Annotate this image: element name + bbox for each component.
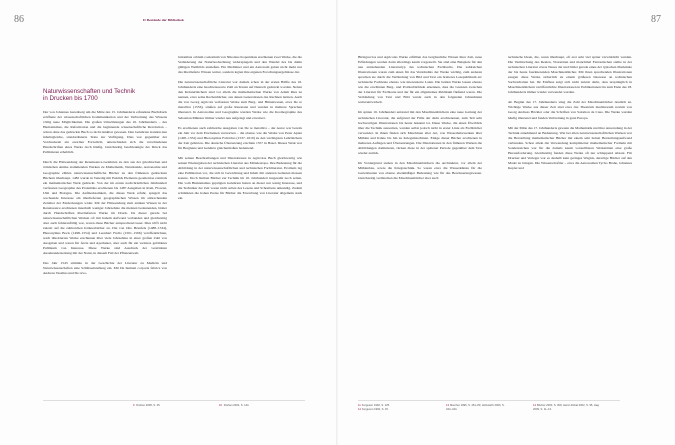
paragraph: Das Jahr 1543 stimmte in der Geschichte der Literatur zu Medizin und Naturwissenschaften eine Schlüsselstellung ein. Mit De humani corporis fabrica von Andreas Vesalius und De revo-	[43, 261, 167, 276]
running-head: II Bestände der Bibliothek	[143, 18, 184, 22]
text-column-2	[508, 55, 632, 176]
text-column-1	[358, 55, 482, 186]
footnote-text: 344–444.	[446, 407, 458, 411]
footnote-text: Ferguson 1992, S. 15.	[362, 407, 389, 411]
footnote-text: Drehen 2008, S. 45.	[136, 404, 161, 407]
paragraph: Ab Beginn des 17. Jahrhunderts stieg die Zahl der Maschinenbücher deutlich an. Wichtige Werke aus dieser Zeit sind etwa das Theatrum machinarum novum von Georg Andreas Böckler oder die Schriften von Salomon de Caus. Die Werke wurden häufig übersetzt und fanden Verbreitung in ganz Europa.	[508, 100, 632, 120]
footnote-number: 13	[446, 404, 449, 407]
heading-line-1: Naturwissenschaften und Technik	[43, 88, 136, 95]
text-column-1	[43, 110, 167, 281]
page-number: 86	[14, 14, 24, 25]
paragraph: Der von Johannes Gutenberg um die Mitte des 15. Jahrhunderts erfundene Buchdruck eröffnete der wissenschaftlichen Kommunikation und der Verbreitung des Wissens völlig neue Möglichkeiten. Die großen Umwälzungen des 16. Jahrhunderts – des Humanismus, die Reformation und die beginnende wissenschaftliche Revolution – wären ohne das gedruckte Buch so nicht denkbar gewesen. Den Gelehrten standen nun inhaltsgleiche, standardisierte Texte zur Verfügung. Dies war gegenüber der Vordruckzeit ein enormer Fortschritt, unterschieden sich die verschiedenen Handschriften eines Werks doch häufig. Gleichzeitig beschleunigte der Druck das Publizieren erheblich.	[43, 110, 167, 155]
section-heading	[43, 88, 168, 103]
paragraph: Mit seinen Beschreibungen und Illustrationen in Agricolas Buch gleichwertig wie seinen Wiedergaben der technischen Literatur aus Mitteleuropa. Ihre Bedeutung für die Abbildung in der naturwissenschaftlichen und technischen Fachliteratur. Erstmals lag eine Publikation vor, die sich in Gewichtung und Inhalt mit anderen Gebieten messen konnte. Doch bleiben Bücher zur Technik im 16. Jahrhundert insgesamt noch selten. Die vom Humanismus geprägten Gelehrten hatten an dieser nur wenig Interesse, und die Techniker der Zeit waren nicht selten des Lesens und Schreibens unkundig. Zudem schränkten die hohen Preise für Bücher die Erwerbung von Literatur allgemein stark ein.	[178, 155, 302, 201]
footnote	[533, 404, 599, 411]
paragraph: Mit der Mitte des 17. Jahrhunderts gewann die Mathematik und ihre Anwendung in der Technik zunehmend an Bedeutung. Wie bei allen naturwissenschaftlichen Werken war die Herstellung mathematischer Bücher mit einem sehr hohen Herstellungsaufwand verbunden. Schon allein die Verwendung komplizierter mathematischer Formeln mit Sonderzeichen war für die damals kaum vorstellbaren Werkstätten eine große Herausforderung. Gleichzeitig fanden diese Werke oft nur schleppend Absatz. Für Drucker und Verleger war es deshalb kein geringes Wagnis, derartige Bücher auf den Markt zu bringen. Die Wissenschaftler – etwa die Astronomen Tycho Brahe, Johannes Kepler und	[508, 125, 632, 170]
footnote-number: 9	[133, 404, 135, 407]
left-page	[0, 0, 337, 445]
footnote-text: Marcher 1996, S. 461–83; Holzwarth 2000, S.	[450, 404, 505, 407]
paragraph: Im späten 16. Jahrhundert entstand mit den Maschinenbüchern eine neue Gattung der technischen Literatur, die aufgrund der Fülle der darin erschienenen, zum Teil sehr hochwertigen Illustrationen bis heute bekannt ist. Diese Werke, die einen Überblick über die Technik ausweiten, wurden selbst jedoch nicht in erster Linie als Fachbücher verwendet. In ihnen finden sich Maschinen aller Art, von Wasserhebewerken über Mühlen und Kräne bis hin zu Kriegsmaschinen. Einige dieser Bücher erschienen in mehreren Auflagen und Übersetzungen. Die Illustrationen in den früheren Werken die Abbildungen dominieren, rücken diese in der späteren Periode gegenüber dem Text wieder zurück.	[358, 110, 482, 155]
footnote-number: 12	[358, 407, 361, 411]
right-page	[338, 0, 675, 445]
footnote-number: 11	[358, 404, 361, 407]
heading-line-2: in Drucken bis 1700	[43, 95, 98, 103]
footnote-rule	[43, 400, 305, 401]
paragraph: Im Vordergrund stehen in den Maschinenbüchern die Architektur, vor allem der Mühlenbau, sowie die Kriegstechnik. So waren etwa die Wasserkünste für die Gartenbauten von ebenso ebenmäßiger Bedeutung wie für das Bewässerungswesen. Gleichzeitig vermischen die Maschinenbücher aber auch	[358, 160, 482, 181]
footnote	[446, 404, 505, 411]
footnote-number: 10	[219, 404, 222, 407]
footnote-text: Ferguson 1992, S. 125.	[361, 404, 390, 407]
footnote-text: Böcher 2000, S. 309; Heinz-Dobat 2002, S. 95, Hag	[537, 404, 599, 407]
footnote	[219, 404, 249, 408]
footnote-number: 14	[533, 404, 536, 407]
paragraph: Durch die Hinwendung der Renaissance-Gelehrten zu den aus der griechischen und römischen Antike stammenden Werken zu Mathematik, Naturkunde, Astronomie und Geographie zählen naturwissenschaftliche Bücher zu den frühesten gedruckten Büchern überhaupt. 1482 wurde in Venedig mit Euklids Elementa geometriae erstmals ein mathematisches Werk gedruckt. Von der im ersten nachchristlichen Jahrhundert verfassten Geographie des Ptolemäus erschienen bis 1487 Ausgaben in Rom, Florenz, Ulm und Bologna. Die Aufmerksamkeit, die dieses Werk erfuhr, spiegelt das wachsende Interesse am überlieferten geographischen Wissen im anbrechenden Zeitalter der Entdeckungen wider. Mit der Hinwendung zum antiken Wissen in der Renaissance erschienen innerhalb weniger Jahrzehnte die meisten bedeutenden, bisher durch Handschriften überlieferten Werke im Druck. Da dieser gerade bei naturwissenschaftlichen Werken oft mit hohem Aufwand verbunden und gleichzeitig aber auch fehleranfällig war, waren diese Bücher entsprechend teuer. Dies trifft nicht zuletzt auf die zahlreichen Kräuterbücher zu. Die von Otto Brunfels (1488–1534), Hieronymus Bock (1498–1554) und Leonhart Fuchs (1501–1566) veröffentlichten, reich illustrierten Werke erschienen über viele Jahrzehnte in einer großen Zahl von Ausgaben und waren für Ärzte und Apotheker, aber auch für ein weiteres gebildetes Publikum von Interesse. Diese Werke sind Ausdruck der verstärkten Auseinandersetzung mit der Natur, in diesem Fall der Pflanzenwelt.	[43, 160, 167, 256]
paragraph: Es erschienen auch zahlreiche Ausgaben von De re metallica – der Autor war bereits ein Jahr vor dem Erscheinen verstorben – die ebenso wie die Werke von Peter Apian (1495–1552) und Hieronymus Fabricius (1537–1619) zu den wichtigsten Lehrbüchern der Zeit gehörten. Die deutsche Übersetzung erschien 1557 in Basel. Dieses Werk war für Bergleute und Gelehrte gleichermaßen bedeutend.	[178, 125, 302, 150]
page-number: 87	[651, 14, 661, 25]
footnote-text: 2009, S. 11–13.	[533, 407, 552, 411]
footnote	[133, 404, 160, 408]
footnote-rule	[358, 400, 620, 401]
text-column-2	[178, 55, 302, 206]
paragraph: Die naturwissenschaftliche Literatur war damals schon in der ersten Hälfte des 16. Jahrhunderts eine beachtenswerte Zahl an Texten auf Deutsch gedruckt worden. Neben den Kräuterbüchern sind vor allem die mathematischen Werke von Adam Ries zu nennen, etwa seine Rechenbücher, aus denen Generationen das Rechnen lernten. Auch die von Georg Agricola verfassten Werke zum Berg- und Hüttenwesen, etwa De re metallica (1556), stießen auf große Resonanz und wurden in mehrere Sprachen übersetzt. In Astronomie und Geographie wurden Werke wie die Kosmographie des Sebastian Münster immer wieder neu aufgelegt und erweitert.	[178, 80, 302, 120]
footnote-text: Drehen 2002, S. 144.	[223, 404, 250, 407]
paragraph: Biringuccios und Agricolas Werke erfüllten das bergbauliche Wissen ihrer Zeit, neue Erfindungen werden darin allerdings kaum vorgestellt. Sie sind eine Beispiele für den neu entstehenden Literaturtyp des technischen Fachbuchs. Die zahlreichen Illustrationen waren zum einen für das Verständnis der Werke wichtig, zum anderen sprachen sie durch die Verbindung von Bild und Text ein breiteres Lesepublikum an: technische Fachleute ebenso wie interessierte Laien. Die beiden Werke lassen ebenso wie die erwähnten Berg- und Probierbüchlein erkennen, dass die Grenzen zwischen der Literatur für Fachleute und der für ein allgemeines Publikum fließend waren. Die Verbindung von Text und Bild wurde auch in den folgenden Jahrzehnten weiterentwickelt.	[358, 55, 482, 105]
paragraph: lutionibus orbium coelestium von Nikolaus Kopernikus erschienen zwei Werke, die die Veränderung der Naturbeobachtung widerspiegeln und den Wandel des bis dahin gültigen Weltbilds anstießen. Ein Mediziner und ein Astronom gaben nicht mehr nur das überlieferte Wissen weiter, sondern legten ihre eigenen Forschungsergebnisse dar.	[178, 55, 302, 75]
footnote	[358, 404, 390, 411]
paragraph: technische Ideen, die, wenn überhaupt, oft erst sehr viel später verwirklicht wurden. Die Vermischung des Realen, Visionären und manchmal Fantastischen stellte in der technischen Literatur etwas Neues dar und bildet gerade eines der typischen Merkmale der bis heute faszinierenden Maschinenbücher. Mit ihren sprechenden Illustrationen zeugen diese Werke sicherlich zu einem größeren Interesse an technischen Sachverhalten bei. Ihr Einfluss zeigt sich nicht zuletzt darin, dass ursprünglich in Maschinenbüchern veröffentlichte Illustrationen in Publikationen bis zum Ende des 18. Jahrhunderts immer wieder verwendet wurden.	[508, 55, 632, 95]
